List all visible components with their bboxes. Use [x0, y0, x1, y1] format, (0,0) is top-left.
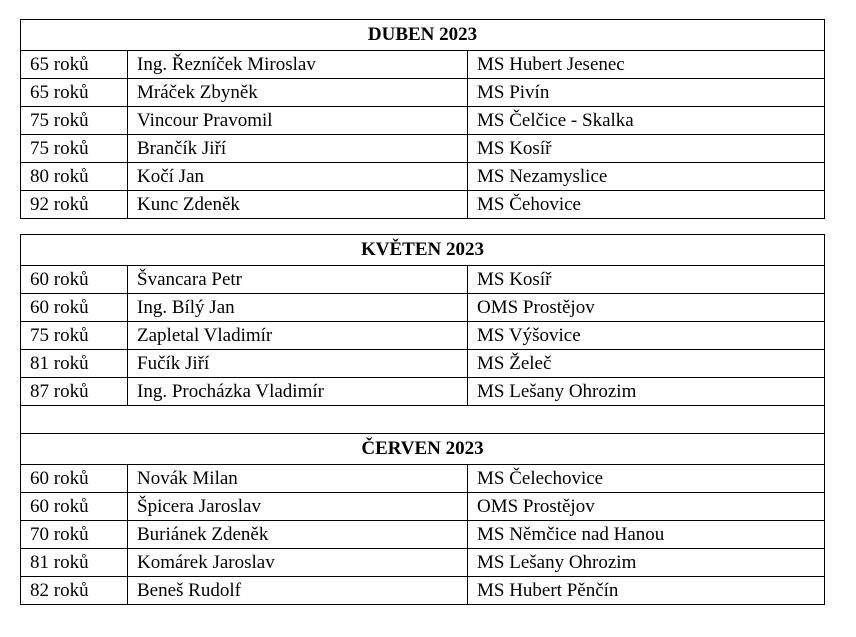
table-row [21, 322, 825, 350]
club-cell: MS Hubert Pěnčín [468, 577, 825, 605]
name-cell: Vincour Pravomil [128, 107, 468, 135]
club-cell: MS Lešany Ohrozim [468, 549, 825, 577]
month-header-row [21, 20, 825, 51]
table-row [21, 549, 825, 577]
table-row [21, 521, 825, 549]
table-row [21, 465, 825, 493]
month-title: DUBEN 2023 [21, 20, 825, 51]
name-cell: Špicera Jaroslav [128, 493, 468, 521]
name-cell: Kunc Zdeněk [128, 191, 468, 219]
table-kveten-cerven [20, 234, 825, 605]
name-cell: Mráček Zbyněk [128, 79, 468, 107]
table-row [21, 135, 825, 163]
age-cell: 75 roků [21, 135, 128, 163]
table-row [21, 191, 825, 219]
age-cell: 81 roků [21, 549, 128, 577]
name-cell: Beneš Rudolf [128, 577, 468, 605]
age-cell: 92 roků [21, 191, 128, 219]
club-cell: MS Kosíř [468, 266, 825, 294]
age-cell: 60 roků [21, 465, 128, 493]
name-cell: Fučík Jiří [128, 350, 468, 378]
table-row [21, 51, 825, 79]
name-cell: Kočí Jan [128, 163, 468, 191]
club-cell: OMS Prostějov [468, 493, 825, 521]
table-row [21, 107, 825, 135]
table-row [21, 378, 825, 406]
block-spacer [20, 219, 824, 234]
separator-cell [21, 406, 825, 434]
club-cell: MS Čehovice [468, 191, 825, 219]
age-cell: 60 roků [21, 294, 128, 322]
month-header-row [21, 434, 825, 465]
table-row [21, 163, 825, 191]
age-cell: 82 roků [21, 577, 128, 605]
age-cell: 87 roků [21, 378, 128, 406]
table-row [21, 577, 825, 605]
club-cell: MS Němčice nad Hanou [468, 521, 825, 549]
club-cell: MS Kosíř [468, 135, 825, 163]
age-cell: 75 roků [21, 107, 128, 135]
anniversary-sheet [20, 19, 824, 605]
table-row [21, 350, 825, 378]
club-cell: MS Lešany Ohrozim [468, 378, 825, 406]
age-cell: 65 roků [21, 79, 128, 107]
age-cell: 65 roků [21, 51, 128, 79]
club-cell: OMS Prostějov [468, 294, 825, 322]
club-cell: MS Hubert Jesenec [468, 51, 825, 79]
table-row [21, 266, 825, 294]
name-cell: Novák Milan [128, 465, 468, 493]
age-cell: 70 roků [21, 521, 128, 549]
name-cell: Švancara Petr [128, 266, 468, 294]
table-duben [20, 19, 825, 219]
name-cell: Komárek Jaroslav [128, 549, 468, 577]
club-cell: MS Výšovice [468, 322, 825, 350]
club-cell: MS Čelechovice [468, 465, 825, 493]
name-cell: Ing. Bílý Jan [128, 294, 468, 322]
age-cell: 75 roků [21, 322, 128, 350]
name-cell: Ing. Řezníček Miroslav [128, 51, 468, 79]
club-cell: MS Nezamyslice [468, 163, 825, 191]
name-cell: Buriánek Zdeněk [128, 521, 468, 549]
name-cell: Brančík Jiří [128, 135, 468, 163]
age-cell: 60 roků [21, 266, 128, 294]
month-title: ČERVEN 2023 [21, 434, 825, 465]
table-row [21, 79, 825, 107]
club-cell: MS Želeč [468, 350, 825, 378]
club-cell: MS Pivín [468, 79, 825, 107]
month-title: KVĚTEN 2023 [21, 235, 825, 266]
age-cell: 80 roků [21, 163, 128, 191]
table-row [21, 294, 825, 322]
table-row [21, 493, 825, 521]
age-cell: 60 roků [21, 493, 128, 521]
month-header-row [21, 235, 825, 266]
name-cell: Zapletal Vladimír [128, 322, 468, 350]
club-cell: MS Čelčice - Skalka [468, 107, 825, 135]
separator-row [21, 406, 825, 434]
name-cell: Ing. Procházka Vladimír [128, 378, 468, 406]
age-cell: 81 roků [21, 350, 128, 378]
